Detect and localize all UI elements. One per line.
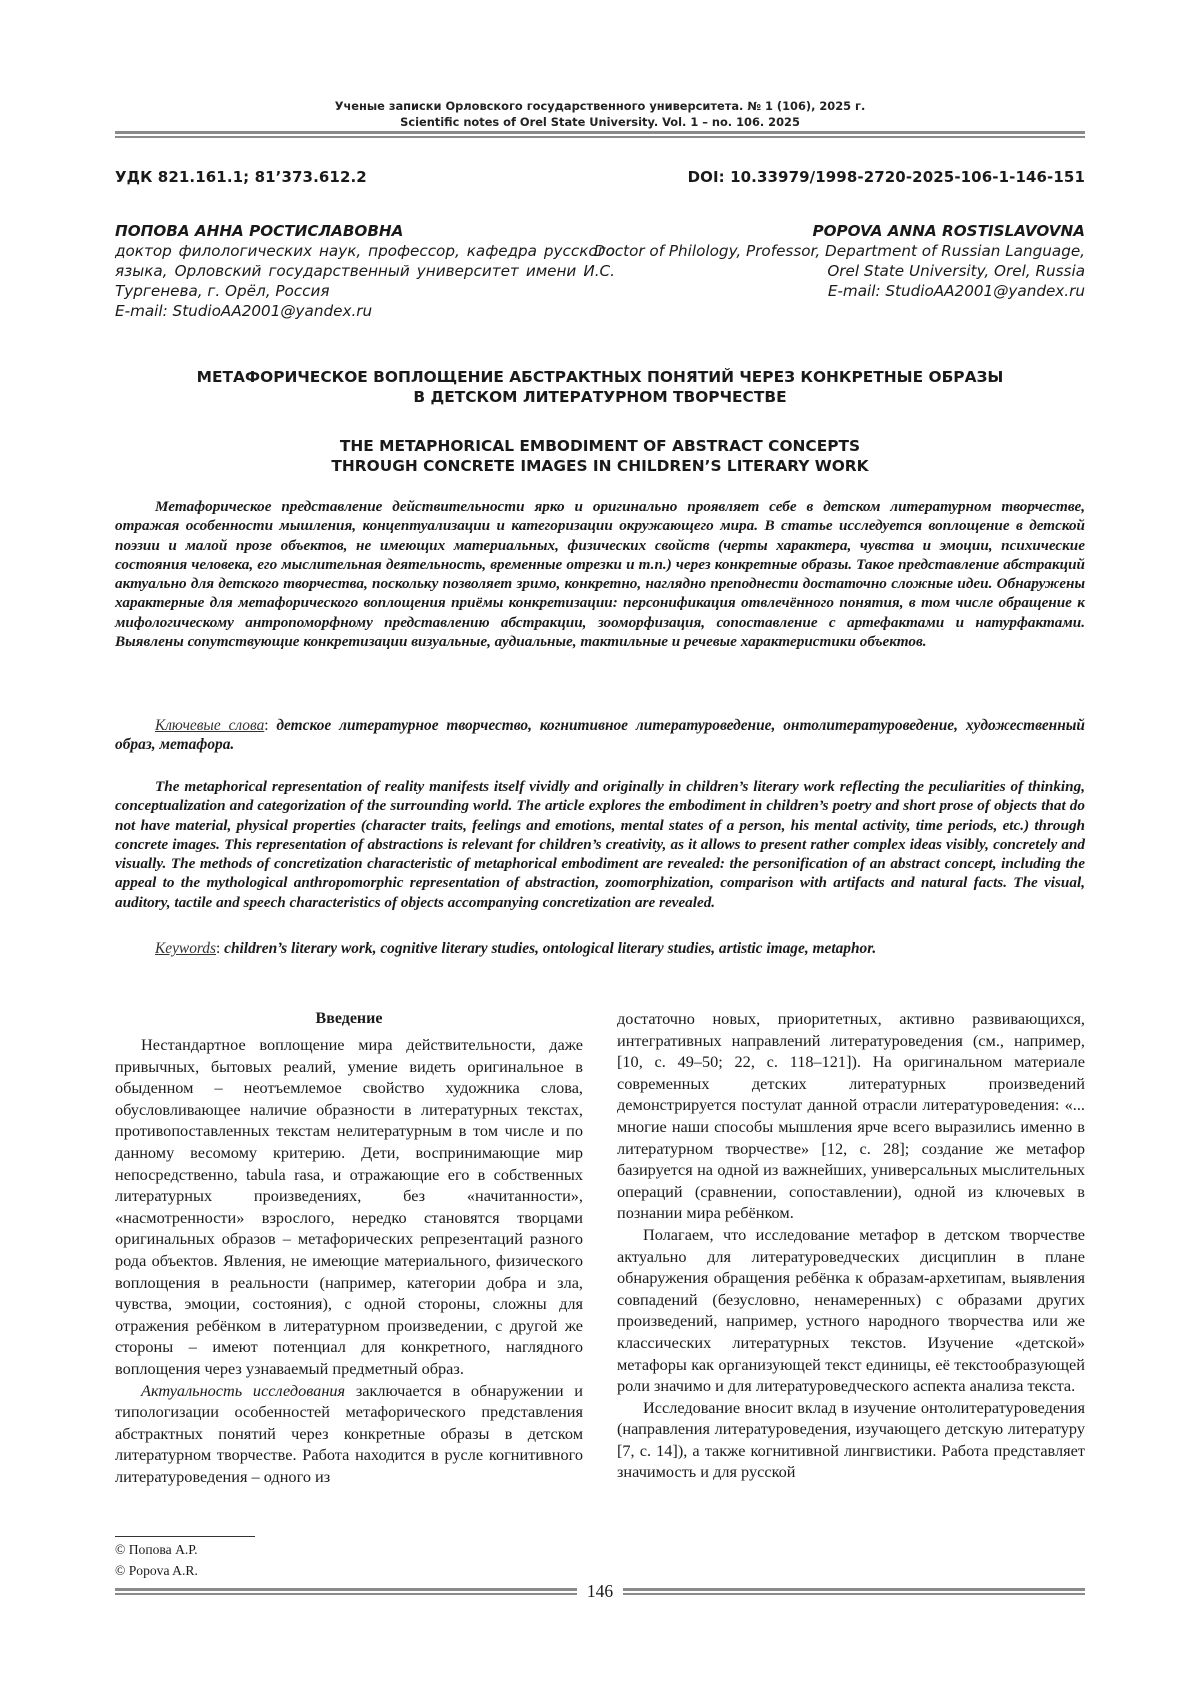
- body-paragraph-text: заключается в обнаружении и типологизации особенностей метафорического представления абстрактных понятий через конкретные образы в детском литературном творчестве. Работа находится в русле когнитивного литературоведения – одного из: [115, 1380, 583, 1486]
- keywords-en: Keywords: children’s literary work, cognitive literary studies, ontological literary studies, artistic image, metaphor.: [155, 940, 877, 957]
- section-heading-introduction: Введение: [315, 1010, 383, 1027]
- emphasis-relevance: Актуальность исследования: [141, 1380, 346, 1400]
- author-email-ru[interactable]: E-mail: StudioAA2001@yandex.ru: [115, 302, 373, 320]
- body-paragraph: Нестандартное воплощение мира действительности, даже привычных, бытовых реалий, умение видеть оригинальное в обыденном – неотъемлемое свойство художника слова, обусловливающее наличие образности в литературных текстах, противопоставленных текстам нелитературным в том числе и по данному весомому критерию. Дети, воспринимающие мир непосредственно, tabula rasa, и отражающие его в собственных литературных произведениях, без «начитанности», «насмотренности» взрослого, нередко становятся творцами оригинальных образов – метафорических репрезентаций разного рода объектов. Явления, не имеющие материального, физического воплощения в реальности (например, категории добра и зла, чувства, эмоции, состояния), с одной стороны, сложны для отражения ребёнком в литературном произведении, с другой же стороны – имеют потенциал для конкретного, наглядного воплощения через узнаваемый предметный образ.: [115, 1035, 583, 1378]
- journal-header: [115, 98, 1085, 130]
- article-title-ru: [115, 367, 1085, 407]
- body-column-left: [115, 1008, 583, 1487]
- journal-title-en: Scientific notes of Orel State University. Vol. 1 – no. 106. 2025: [400, 115, 800, 129]
- footer-rule-right: [623, 1588, 1085, 1595]
- author-name-en: POPOVA ANNA ROSTISLAVOVNA: [812, 222, 1085, 240]
- author-name-ru: ПОПОВА АННА РОСТИСЛАВОВНА: [115, 222, 404, 240]
- title-ru-line-1: МЕТАФОРИЧЕСКОЕ ВОПЛОЩЕНИЕ АБСТРАКТНЫХ ПОНЯТИЙ ЧЕРЕЗ КОНКРЕТНЫЕ ОБРАЗЫ: [196, 368, 1004, 386]
- keywords-ru: Ключевые слова: детское литературное творчество, когнитивное литературоведение, онтолитературоведение, художественный образ, метафора.: [115, 717, 1085, 754]
- author-block-ru: [115, 221, 615, 321]
- author-email-en[interactable]: E-mail: StudioAA2001@yandex.ru: [827, 282, 1085, 300]
- title-ru-line-2: В ДЕТСКОМ ЛИТЕРАТУРНОМ ТВОРЧЕСТВЕ: [413, 388, 787, 406]
- copyright-ru: © Попова А.Р.: [115, 1542, 198, 1557]
- title-en-line-2: THROUGH CONCRETE IMAGES IN CHILDREN’S LITERARY WORK: [331, 457, 869, 475]
- abstract-en: The metaphorical representation of reality manifests itself vividly and originally in children’s literary work reflecting the peculiarities of thinking, conceptualization and categorization of the surrounding world. The article explores the embodiment in children’s poetry and short prose of objects that do not have material, physical properties (character traits, feelings and emotions, mental states of a person, his mental activity, time periods, etc.) through concrete images. This representation of abstractions is relevant for children’s creativity, as it allows to present rather complex ideas visibly, concretely and visually. The methods of concretization characteristic of metaphorical embodiment are revealed: the personification of an abstract concept, including the appeal to the mythological anthropomorphic representation of abstraction, zoomorphization, comparison with artifacts and natural facts. The visual, auditory, tactile and speech characteristics of objects accompanying concretization are revealed.: [115, 778, 1085, 911]
- author-affiliation-ru: доктор филологических наук, профессор, кафедра русского языка, Орловский государственный университет имени И.С. Тургенева, г. Орёл, Россия: [115, 242, 615, 300]
- author-block-en: [585, 221, 1085, 301]
- footnote-rule: [115, 1536, 255, 1537]
- page-number: 146: [586, 1581, 614, 1601]
- body-column-right: [617, 1008, 1085, 1483]
- keywords-text-ru: детское литературное творчество, когнитивное литературоведение, онтолитературоведение, художественный образ, метафора.: [115, 717, 1085, 754]
- abstract-ru: Метафорическое представление действительности ярко и оригинально проявляет себе в детском литературном творчестве, отражая особенности мышления, концептуализации и категоризации окружающего мира. В статье исследуется воплощение в детской поэзии и малой прозе объектов, не имеющих материальных, физических свойств (черты характера, чувства и эмоции, психические состояния человека, его мыслительная деятельность, временные отрезки и т.п.) через конкретные образы. Такое представление абстракций актуально для детского творчества, поскольку позволяет зримо, конкретно, наглядно преподнести достаточно сложные идеи. Обнаружены характерные для метафорического воплощения приёмы конкретизации: персонификация отвлечённого понятия, в том числе обращение к мифологическому антропоморфному представлению абстракции, зооморфизация, сопоставление с артефактами и натурфактами. Выявлены сопутствующие конкретизации визуальные, аудиальные, тактильные и речевые характеристики объектов.: [115, 498, 1085, 651]
- article-title-en: [115, 436, 1085, 476]
- body-paragraph: достаточно новых, приоритетных, активно развивающихся, интегративных направлений литературоведения (см., например, [10, с. 49–50; 22, с. 118–121]). На оригинальном материале современных детских литературных произведений демонстрируется постулат данной отрасли литературоведения: «... многие наши способы мышления ярче всего выразились именно в литературном творчестве» [12, с. 28]; создание же метафор базируется на одной из важнейших, универсальных мыслительных операций (сравнении, сопоставлении), одной из ключевых в познании мира ребёнком.: [617, 1009, 1085, 1223]
- copyright-en: © Popova A.R.: [115, 1563, 198, 1578]
- header-rule: [115, 131, 1085, 138]
- footer-rule-left: [115, 1588, 577, 1595]
- doi-link[interactable]: DOI: 10.33979/1998-2720-2025-106-1-146-151: [687, 168, 1085, 186]
- udk-code: УДК 821.161.1; 81’373.612.2: [115, 168, 367, 186]
- keywords-text-en: children’s literary work, cognitive literary studies, ontological literary studies, artistic image, metaphor.: [224, 940, 877, 957]
- title-en-line-1: THE METAPHORICAL EMBODIMENT OF ABSTRACT CONCEPTS: [339, 437, 861, 455]
- body-paragraph: Полагаем, что исследование метафор в детском творчестве актуально для литературоведческих дисциплин в плане обнаружения обращения ребёнка к образам-архетипам, выявления совпадений (безусловно, ненамеренных) с образами других произведений, например, устного народного творчества или же классических литературных текстов. Изучение «детской» метафоры как организующей текст единицы, её текстообразующей роли значимо и для литературоведческого аспекта анализа текста.: [617, 1224, 1085, 1396]
- keywords-label-ru: Ключевые слова: [155, 717, 265, 734]
- body-paragraph: Исследование вносит вклад в изучение онтолитературоведения (направления литературоведения, изучающего детскую литературу [7, с. 14]), а также когнитивной лингвистики. Работа представляет значимость и для русской: [617, 1397, 1085, 1482]
- author-affiliation-en: Doctor of Philology, Professor, Department of Russian Language, Orel State University, Orel, Russia: [593, 242, 1085, 280]
- journal-title-ru: Ученые записки Орловского государственного университета. № 1 (106), 2025 г.: [334, 99, 866, 113]
- body-paragraph: [115, 1380, 583, 1488]
- keywords-label-en: Keywords: [155, 940, 216, 957]
